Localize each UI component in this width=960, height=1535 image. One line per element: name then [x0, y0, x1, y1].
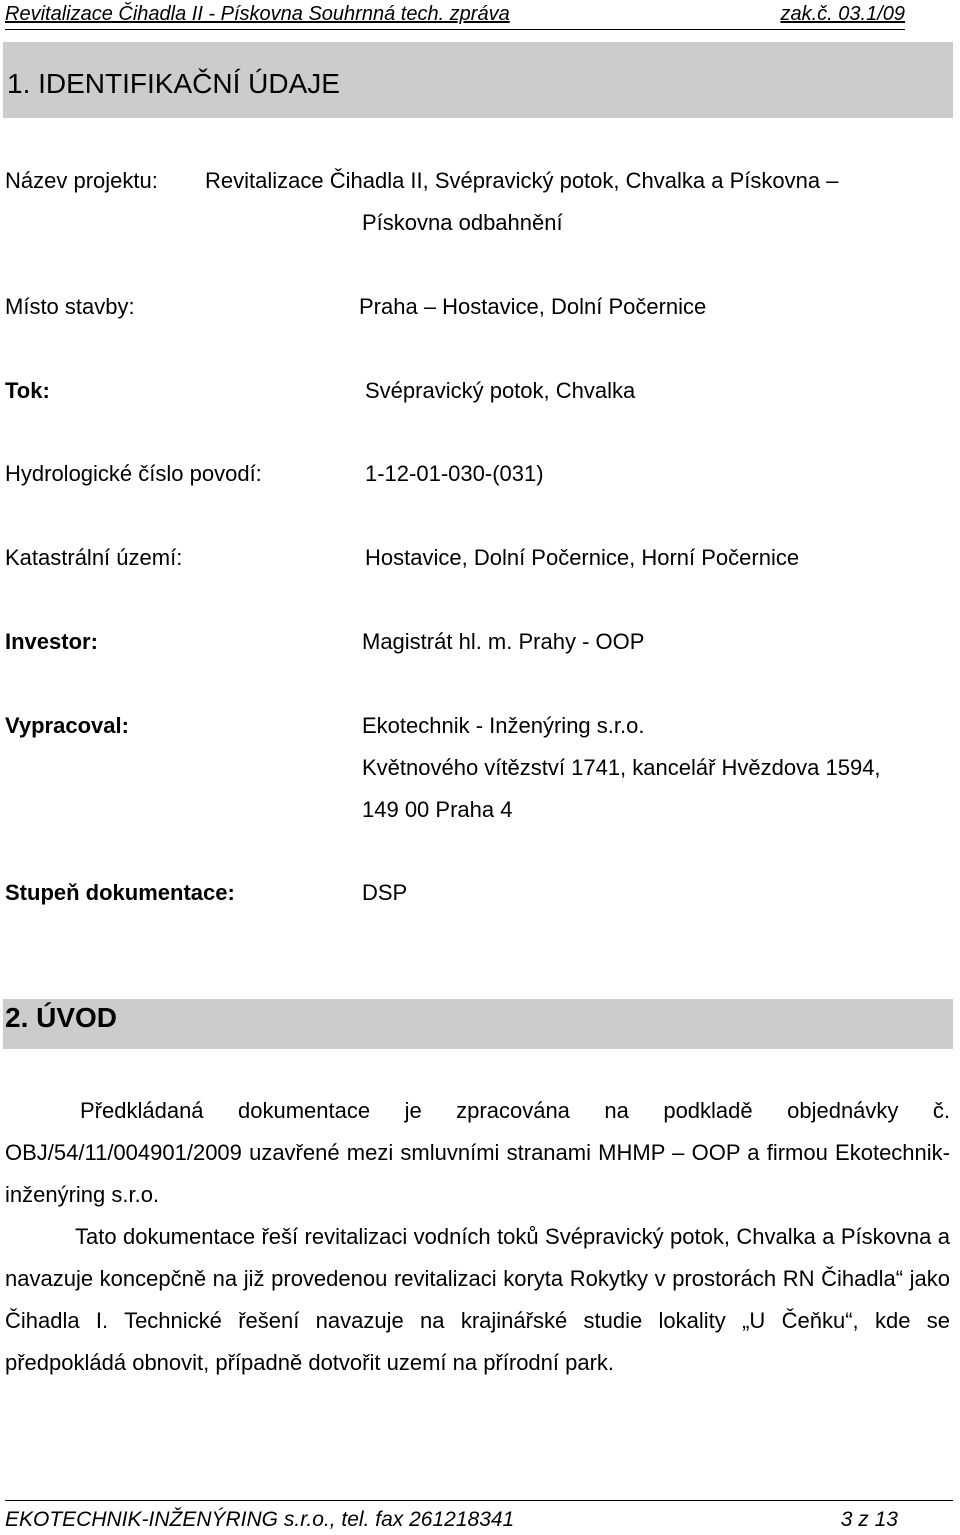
- value-investor: Magistrát hl. m. Prahy - OOP: [362, 629, 645, 654]
- value-prepared-by-address: Květnového vítězství 1741, kancelář Hvězdova 1594,: [362, 755, 881, 780]
- header-order-number: zak.č. 03.1/09: [780, 3, 905, 25]
- value-stream: Svépravický potok, Chvalka: [365, 378, 636, 403]
- section-1-heading-band: [3, 42, 953, 118]
- value-documentation-level: DSP: [362, 880, 408, 905]
- value-construction-site: Praha – Hostavice, Dolní Počernice: [359, 294, 707, 319]
- label-documentation-level: Stupeň dokumentace:: [5, 880, 235, 905]
- value-hydrological-number: 1-12-01-030-(031): [365, 461, 544, 486]
- section-2-heading-band: [3, 999, 953, 1049]
- value-prepared-by-company: Ekotechnik - Inženýring s.r.o.: [362, 713, 645, 738]
- section-1-title: 1. IDENTIFIKAČNÍ ÚDAJE: [7, 68, 340, 99]
- label-investor: Investor:: [5, 629, 98, 654]
- page-footer: [5, 1500, 953, 1532]
- footer-page-number: 3 z 13: [840, 1508, 898, 1531]
- header-rule: [5, 29, 905, 30]
- value-project-name: Revitalizace Čihadla II, Svépravický potok, Chvalka a Pískovna –: [205, 168, 839, 193]
- value-project-name-cont: Pískovna odbahnění: [362, 210, 563, 235]
- label-cadastral-area: Katastrální území:: [5, 545, 183, 570]
- intro-paragraph-1: Předkládaná dokumentace je zpracována na podkladě objednávky č. OBJ/54/11/004901/2009 uzavřené mezi smluvními stranami MHMP – OOP a firmou Ekotechnik-inženýring s.r.o.: [5, 1098, 950, 1207]
- header-title: Revitalizace Čihadla II - Pískovna Souhrnná tech. zpráva: [5, 3, 510, 25]
- label-project-name: Název projektu:: [5, 168, 158, 193]
- intro-text: [5, 1090, 950, 1384]
- section-2-title: 2. ÚVOD: [5, 1002, 118, 1033]
- label-construction-site: Místo stavby:: [5, 294, 135, 319]
- footer-company: EKOTECHNIK-INŽENÝRING s.r.o., tel. fax 261218341: [5, 1508, 515, 1531]
- label-stream: Tok:: [5, 378, 50, 403]
- label-prepared-by: Vypracoval:: [5, 713, 129, 738]
- intro-paragraph-2: Tato dokumentace řeší revitalizaci vodních toků Svépravický potok, Chvalka a Pískovna a navazuje koncepčně na již provedenou revitalizaci koryta Rokytky v prostorách RN Čihadla“ jako Čihadla I. Technické řešení navazuje na krajinářské studie lokality „U Čeňku“, kde se předpokládá obnovit, případně dotvořit uzemí na přírodní park.: [5, 1224, 950, 1375]
- footer-rule: [5, 1500, 953, 1501]
- label-hydrological-number: Hydrologické číslo povodí:: [5, 461, 262, 486]
- value-prepared-by-city: 149 00 Praha 4: [362, 797, 513, 822]
- page-header: [5, 2, 905, 32]
- value-cadastral-area: Hostavice, Dolní Počernice, Horní Počernice: [365, 545, 800, 570]
